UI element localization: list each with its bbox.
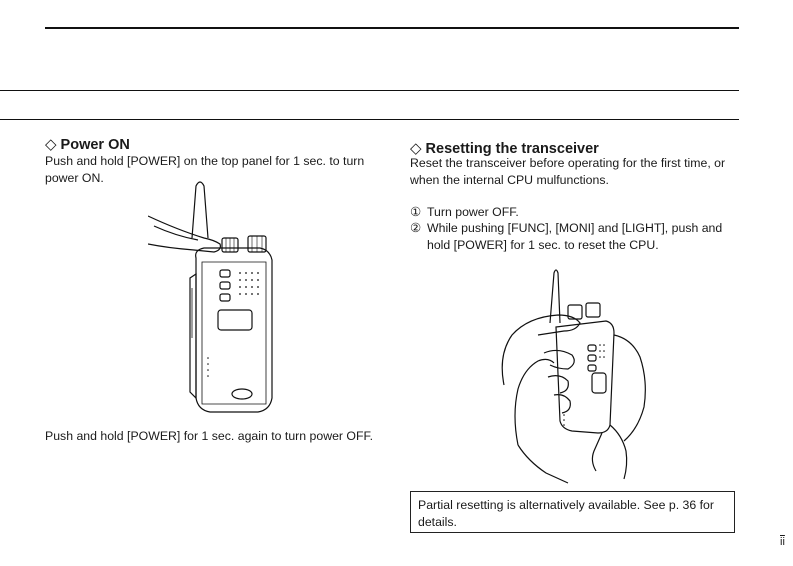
reset-step-1 <box>410 204 740 221</box>
top-rule <box>45 27 739 29</box>
header-rule-lower <box>0 119 739 120</box>
reset-illustration <box>498 265 668 485</box>
diamond-icon: ◇ <box>410 140 422 157</box>
page-number: $\overline{ii}$ <box>780 536 785 548</box>
power-on-illustration <box>148 178 288 418</box>
step-text: While pushing [FUNC], [MONI] and [LIGHT], push and hold [POWER] for 1 sec. to reset the CPU. <box>427 221 723 252</box>
power-on-outro: Push and hold [POWER] for 1 sec. again to turn power OFF. <box>45 429 374 443</box>
header-rule-upper <box>0 90 739 91</box>
note-text: Partial resetting is alternatively available. See p. 36 for details. <box>418 498 714 529</box>
diamond-icon: ◇ <box>45 136 57 153</box>
power-on-heading <box>45 135 130 153</box>
step-number: ② <box>410 221 422 235</box>
resetting-intro: Reset the transceiver before operating for the first time, or when the internal CPU mulfunctions. <box>410 156 726 187</box>
step-number: ① <box>410 205 422 219</box>
power-on-title: Power ON <box>60 137 130 153</box>
step-text: Turn power OFF. <box>427 205 519 219</box>
partial-reset-note <box>410 491 735 533</box>
resetting-title: Resetting the transceiver <box>425 141 599 157</box>
reset-step-2 <box>410 220 740 254</box>
power-on-intro: Push and hold [POWER] on the top panel for 1 sec. to turn power ON. <box>45 154 365 185</box>
